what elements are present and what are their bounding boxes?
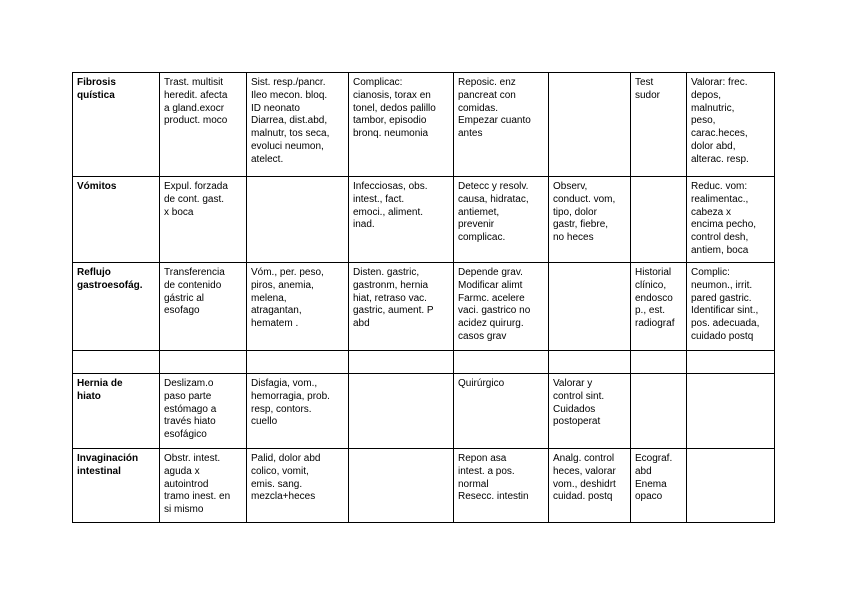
row-header-cell xyxy=(73,351,160,374)
table-cell xyxy=(160,351,247,374)
table-cell xyxy=(454,351,549,374)
table-cell xyxy=(349,351,454,374)
table-cell xyxy=(549,351,631,374)
table-cell: Obstr. intest. aguda x autointrod tramo inest. en si mismo xyxy=(160,449,247,523)
table-cell: Infecciosas, obs. intest., fact. emoci., aliment. inad. xyxy=(349,177,454,263)
table-cell: Quirúrgico xyxy=(454,374,549,449)
table-cell xyxy=(247,177,349,263)
table-cell: Trast. multisit heredit. afecta a gland.exocr product. moco xyxy=(160,73,247,177)
row-header-cell: Hernia de hiato xyxy=(73,374,160,449)
table-cell xyxy=(247,351,349,374)
row-header-cell: Invaginación intestinal xyxy=(73,449,160,523)
table-cell: Detecc y resolv. causa, hidratac, antiemet, prevenir complicac. xyxy=(454,177,549,263)
table-cell: Analg. control heces, valorar vom., deshidrt cuidad. postq xyxy=(549,449,631,523)
disease-table xyxy=(72,72,775,523)
table-cell: Test sudor xyxy=(631,73,687,177)
row-header-cell: Fibrosis quística xyxy=(73,73,160,177)
table-cell xyxy=(349,449,454,523)
table-cell: Reposic. enz pancreat con comidas. Empezar cuanto antes xyxy=(454,73,549,177)
table-cell xyxy=(549,73,631,177)
table-cell: Reduc. vom: realimentac., cabeza x encima pecho, control desh, antiem, boca xyxy=(687,177,775,263)
table-cell: Complicac: cianosis, torax en tonel, dedos palillo tambor, episodio bronq. neumonia xyxy=(349,73,454,177)
table-cell: Sist. resp./pancr. Ileo mecon. bloq. ID neonato Diarrea, dist.abd, malnutr, tos seca, evoluci neumon, atelect. xyxy=(247,73,349,177)
table-cell: Ecograf. abd Enema opaco xyxy=(631,449,687,523)
table-cell xyxy=(349,374,454,449)
table-cell: Disten. gastric, gastronm, hernia hiat, retraso vac. gastric, aument. P abd xyxy=(349,263,454,351)
row-header-cell: Vómitos xyxy=(73,177,160,263)
table-cell xyxy=(687,374,775,449)
table-cell: Historial clínico, endosco p., est. radiograf xyxy=(631,263,687,351)
table-cell xyxy=(631,177,687,263)
table-row xyxy=(73,449,775,523)
row-header-cell: Reflujo gastroesofág. xyxy=(73,263,160,351)
table-cell xyxy=(549,263,631,351)
table-row xyxy=(73,73,775,177)
table-cell xyxy=(631,351,687,374)
table-cell: Complic: neumon., irrit. pared gastric. Identificar sint., pos. adecuada, cuidado postq xyxy=(687,263,775,351)
table-cell: Expul. forzada de cont. gast. x boca xyxy=(160,177,247,263)
table-cell xyxy=(687,449,775,523)
table-row xyxy=(73,374,775,449)
table-cell: Transferencia de contenido gástric al esofago xyxy=(160,263,247,351)
table-row xyxy=(73,351,775,374)
table-cell: Repon asa intest. a pos. normal Resecc. intestin xyxy=(454,449,549,523)
table-cell: Depende grav. Modificar alimt Farmc. acelere vaci. gastrico no acidez quirurg. casos grav xyxy=(454,263,549,351)
table-cell: Valorar: frec. depos, malnutric, peso, carac.heces, dolor abd, alterac. resp. xyxy=(687,73,775,177)
table-cell: Valorar y control sint. Cuidados postoperat xyxy=(549,374,631,449)
table-cell xyxy=(631,374,687,449)
table-cell: Observ, conduct. vom, tipo, dolor gastr, fiebre, no heces xyxy=(549,177,631,263)
table-cell: Disfagia, vom., hemorragia, prob. resp, contors. cuello xyxy=(247,374,349,449)
table-cell xyxy=(687,351,775,374)
table-row xyxy=(73,263,775,351)
table-cell: Deslizam.o paso parte estómago a través hiato esofágico xyxy=(160,374,247,449)
table-row xyxy=(73,177,775,263)
table-cell: Vóm., per. peso, piros, anemia, melena, atragantan, hematem . xyxy=(247,263,349,351)
table-cell: Palid, dolor abd colico, vomit, emis. sang. mezcla+heces xyxy=(247,449,349,523)
